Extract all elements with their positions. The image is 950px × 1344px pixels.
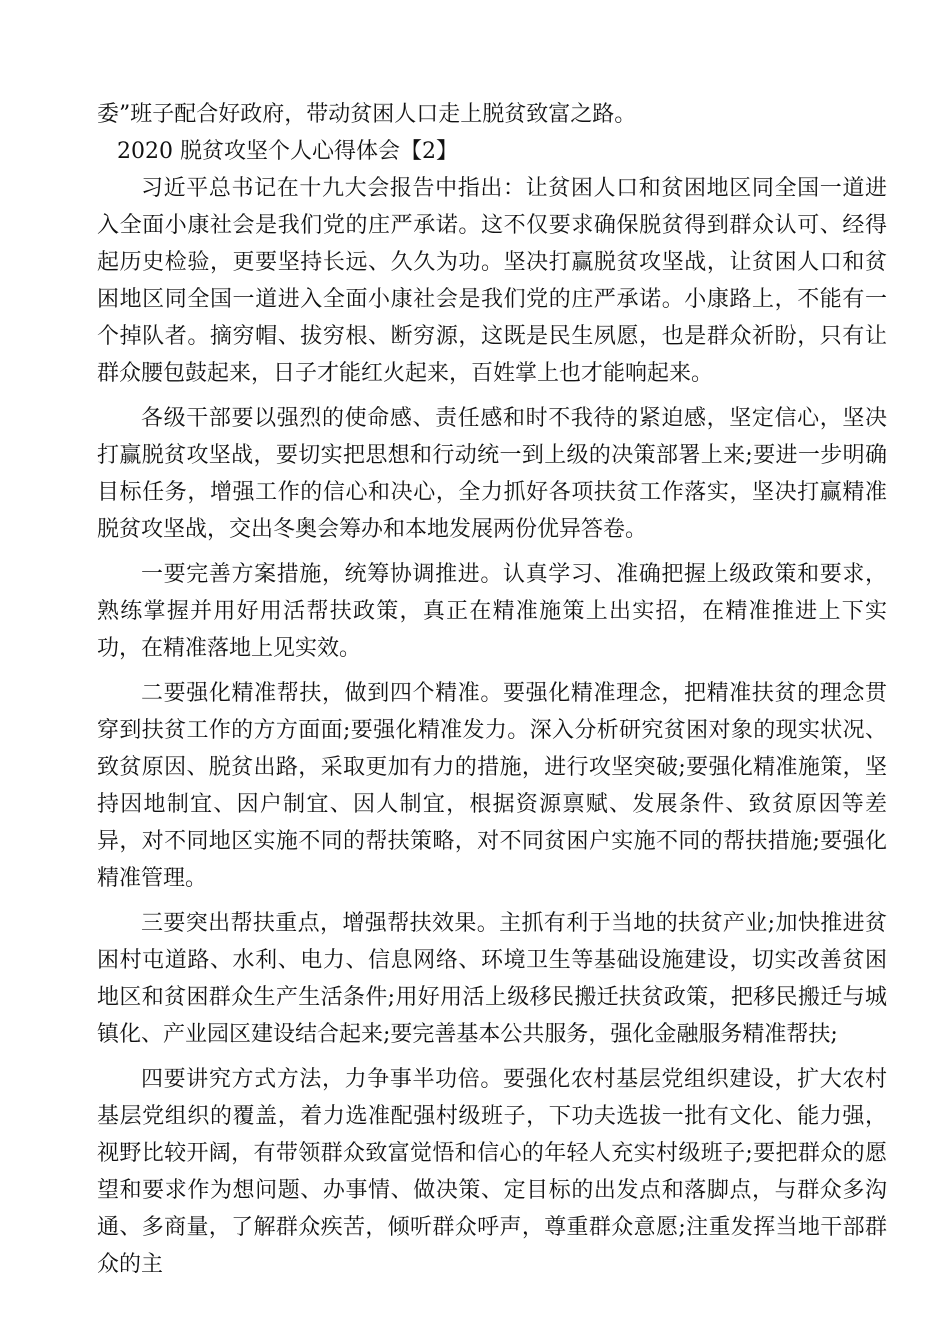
- paragraph: 三要突出帮扶重点，增强帮扶效果。主抓有利于当地的扶贫产业;加快推进贫困村屯道路、水利、电力、信息网络、环境卫生等基础设施建设，切实改善贫困地区和贫困群众生产生活条件;用好用活上级移民搬迁扶贫政策，把移民搬迁与城镇化、产业园区建设结合起来;要完善基本公共服务，强化金融服务精准帮扶;: [97, 911, 887, 1047]
- section-heading: 2020 脱贫攻坚个人心得体会【2】: [117, 139, 458, 164]
- paragraph: 习近平总书记在十九大会报告中指出：让贫困人口和贫困地区同全国一道进入全面小康社会是我们党的庄严承诺。这不仅要求确保脱贫得到群众认可、经得起历史检验，更要坚持长远、久久为功。坚决打赢脱贫攻坚战，让贫困人口和贫困地区同全国一道进入全面小康社会是我们党的庄严承诺。小康路上，不能有一个掉队者。摘穷帽、拔穷根、断穷源，这既是民生夙愿，也是群众祈盼，只有让群众腰包鼓起来，日子才能红火起来，百姓掌上也才能响起来。: [97, 176, 887, 386]
- paragraph: 一要完善方案措施，统筹协调推进。认真学习、准确把握上级政策和要求，熟练掌握并用好用活帮扶政策，真正在精准施策上出实招，在精准推进上下实功，在精准落地上见实效。: [97, 562, 887, 661]
- lead-line: 委”班子配合好政府，带动贫困人口走上脱贫致富之路。: [97, 102, 637, 127]
- paragraph: 各级干部要以强烈的使命感、责任感和时不我待的紧迫感，坚定信心，坚决打赢脱贫攻坚战，要切实把思想和行动统一到上级的决策部署上来;要进一步明确目标任务，增强工作的信心和决心，全力抓好各项扶贫工作落实，坚决打赢精准脱贫攻坚战，交出冬奥会筹办和本地发展两份优异答卷。: [97, 406, 887, 542]
- document-body: [97, 96, 887, 1283]
- paragraph: 二要强化精准帮扶，做到四个精准。要强化精准理念，把精准扶贫的理念贯穿到扶贫工作的方方面面;要强化精准发力。深入分析研究贫困对象的现实状况、致贫原因、脱贫出路，采取更加有力的措施，进行攻坚突破;要强化精准施策，坚持因地制宜、因户制宜、因人制宜，根据资源禀赋、发展条件、致贫原因等差异，对不同地区实施不同的帮扶策略，对不同贫困户实施不同的帮扶措施;要强化精准管理。: [97, 681, 887, 891]
- paragraph: 四要讲究方式方法，力争事半功倍。要强化农村基层党组织建设，扩大农村基层党组织的覆盖，着力选准配强村级班子，下功夫选拔一批有文化、能力强，视野比较开阔，有带领群众致富觉悟和信心的年轻人充实村级班子;要把群众的愿望和要求作为想问题、办事情、做决策、定目标的出发点和落脚点，与群众多沟通、多商量，了解群众疾苦，倾听群众呼声，尊重群众意愿;注重发挥当地干部群众的主: [97, 1067, 887, 1277]
